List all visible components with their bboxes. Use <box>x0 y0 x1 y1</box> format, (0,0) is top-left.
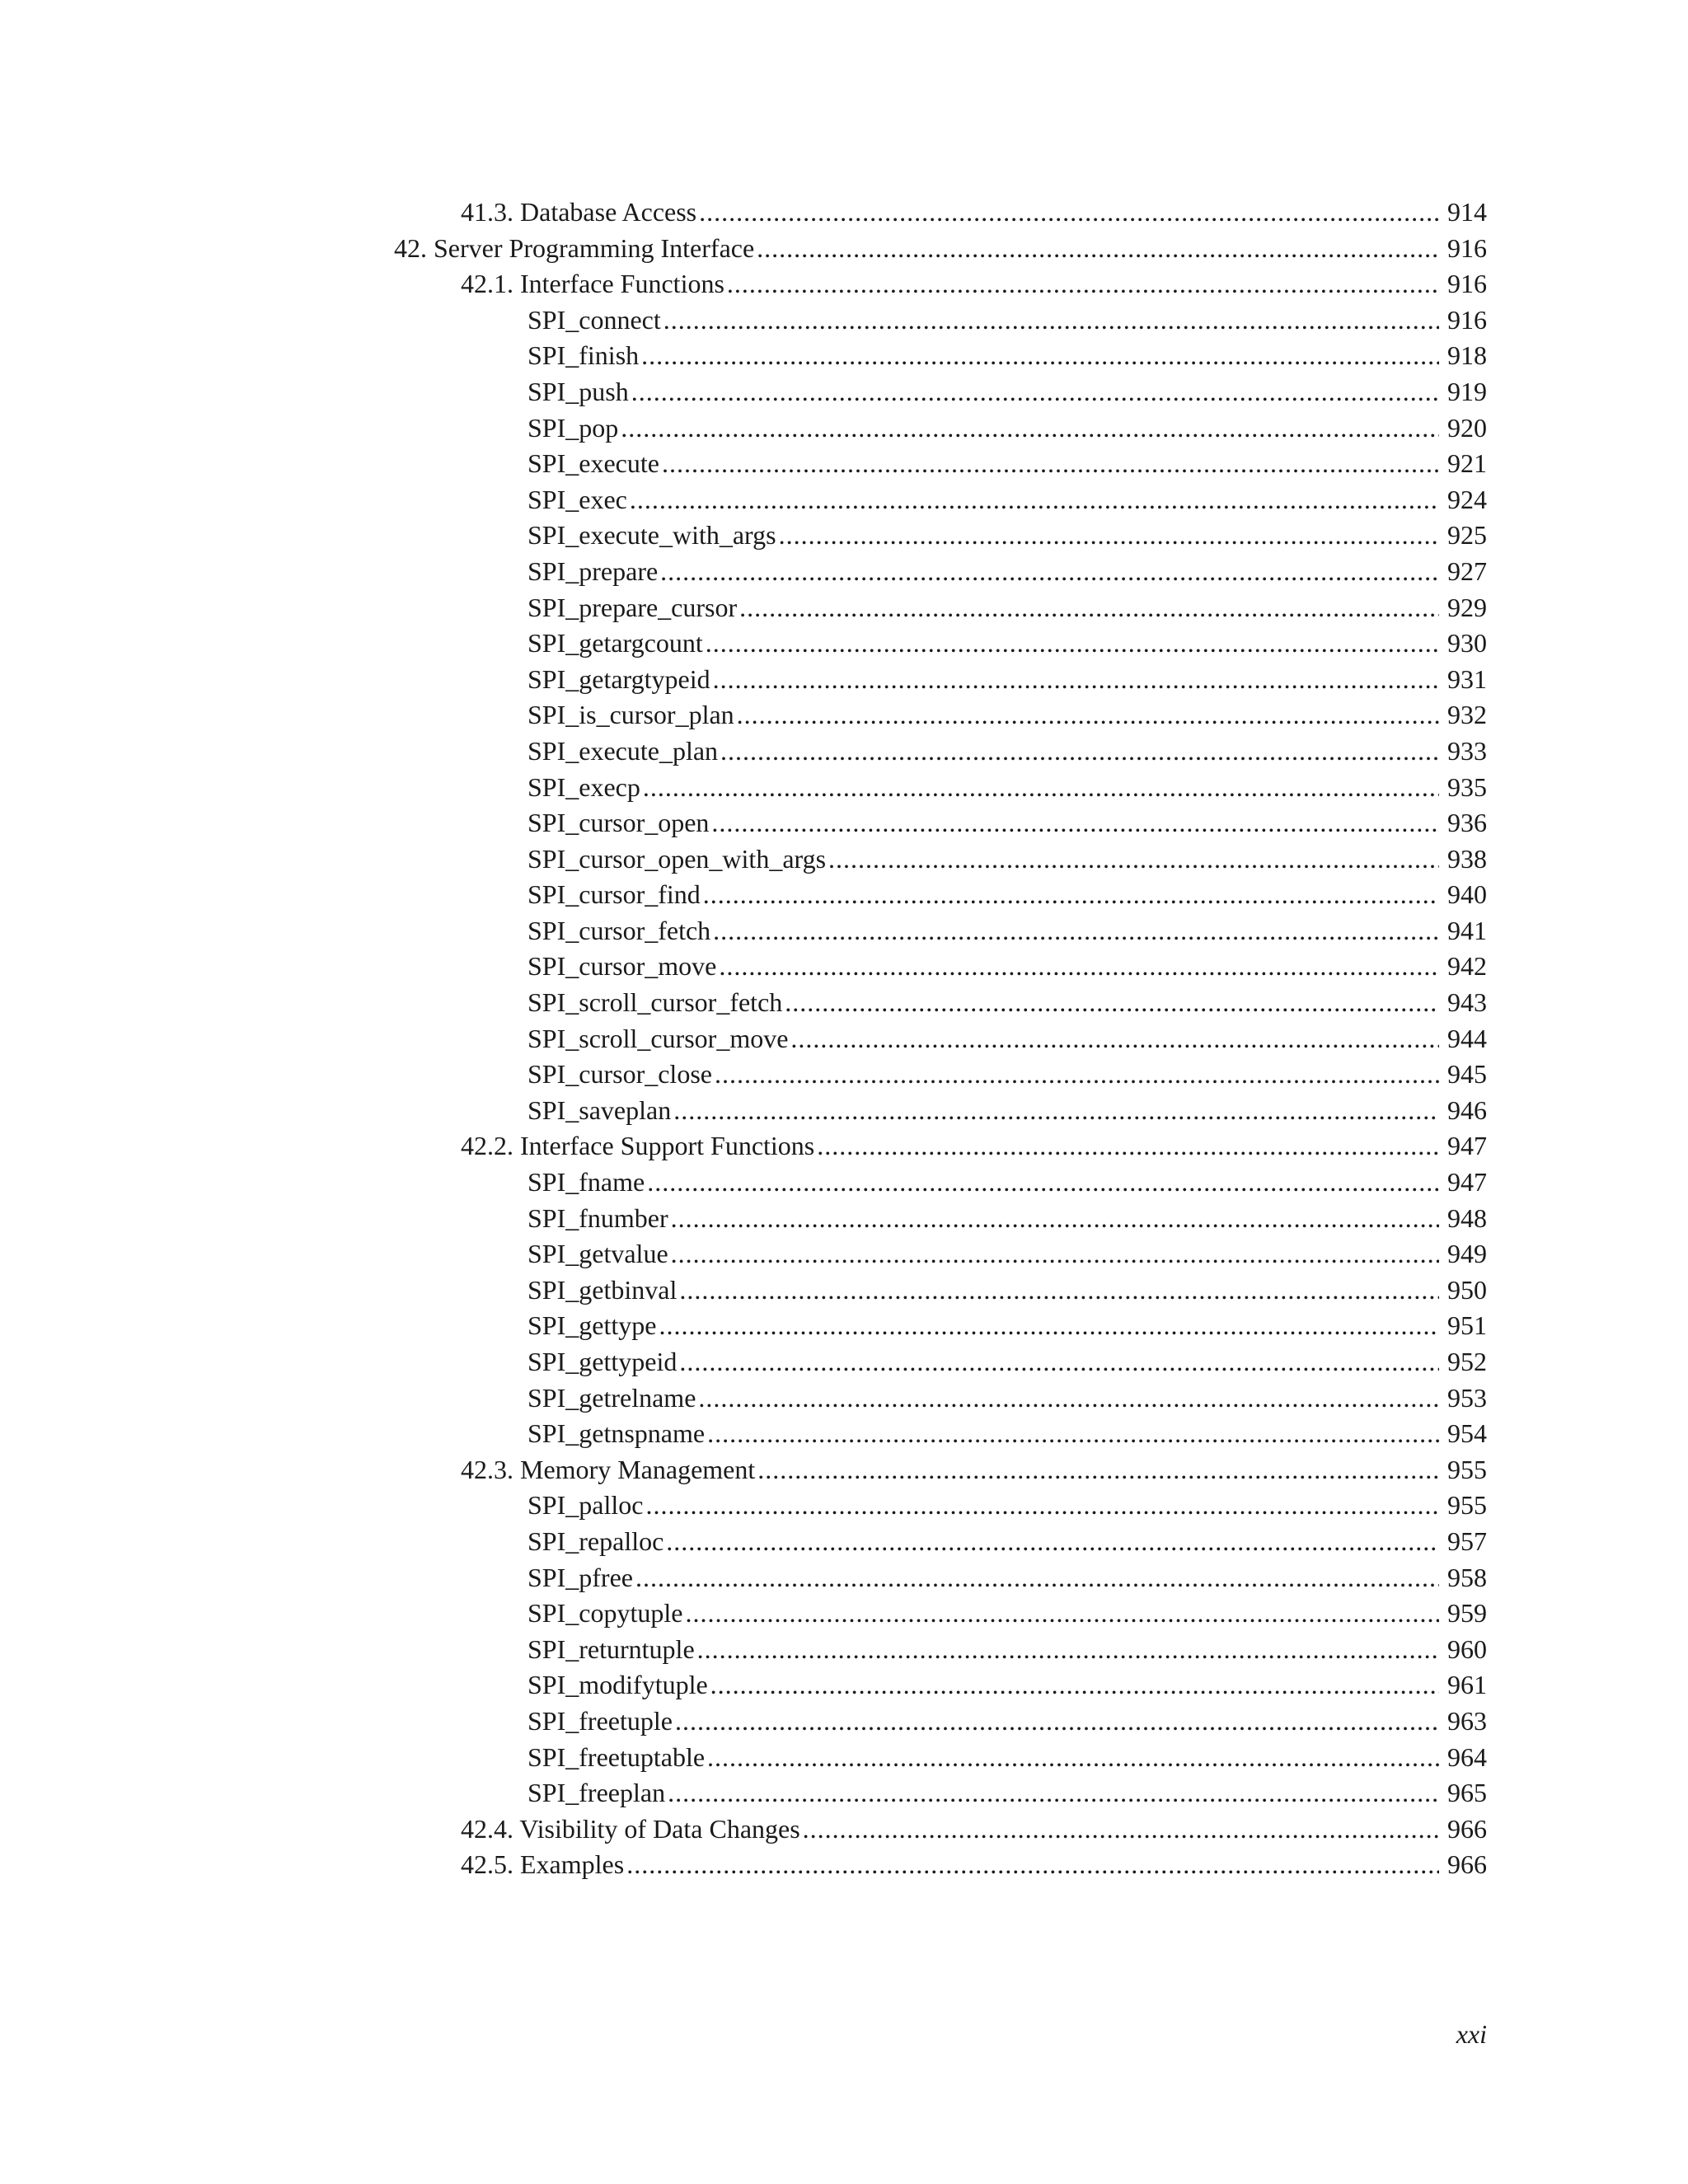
toc-entry[interactable] <box>0 985 1487 1021</box>
toc-entry-label: SPI_is_cursor_plan <box>528 700 734 730</box>
toc-dot-leader <box>675 1704 1439 1740</box>
toc-dot-leader <box>679 1344 1439 1380</box>
toc-entry-label: SPI_getvalue <box>528 1239 668 1269</box>
toc-entry-page: 963 <box>1447 1705 1487 1736</box>
toc-dot-leader <box>699 194 1439 231</box>
toc-entry-label: SPI_execp <box>528 771 640 802</box>
toc-dot-leader <box>790 1021 1439 1057</box>
toc-entry[interactable] <box>0 1201 1487 1237</box>
toc-entry[interactable] <box>0 877 1487 913</box>
toc-entry-label: SPI_cursor_find <box>528 879 701 910</box>
toc-dot-leader <box>697 1632 1439 1668</box>
toc-dot-leader <box>666 1524 1439 1560</box>
toc-entry-label: SPI_execute_with_args <box>528 520 776 551</box>
toc-entry-label: 42.1. Interface Functions <box>461 269 724 299</box>
toc-entry-page: 940 <box>1447 879 1487 910</box>
toc-dot-leader <box>706 626 1439 662</box>
toc-entry[interactable] <box>0 1704 1487 1740</box>
toc-entry[interactable] <box>0 841 1487 878</box>
toc-entry-page: 944 <box>1447 1023 1487 1053</box>
toc-entry-page: 925 <box>1447 520 1487 551</box>
toc-entry-page: 957 <box>1447 1526 1487 1556</box>
toc-entry[interactable] <box>0 913 1487 949</box>
toc-dot-leader <box>668 1775 1439 1811</box>
toc-entry-page: 960 <box>1447 1633 1487 1664</box>
toc-entry-page: 953 <box>1447 1382 1487 1413</box>
toc-entry[interactable] <box>0 662 1487 698</box>
toc-entry-label: SPI_copytuple <box>528 1598 683 1629</box>
toc-dot-leader <box>817 1128 1439 1165</box>
toc-dot-leader <box>703 877 1439 913</box>
toc-entry[interactable] <box>0 482 1487 518</box>
toc-entry-page: 950 <box>1447 1274 1487 1305</box>
toc-entry-page: 938 <box>1447 843 1487 874</box>
toc-entry-label: 42.2. Interface Support Functions <box>461 1131 815 1161</box>
toc-dot-leader <box>711 805 1439 841</box>
toc-entry[interactable] <box>0 1740 1487 1776</box>
toc-entry[interactable] <box>0 374 1487 410</box>
toc-entry-page: 965 <box>1447 1778 1487 1808</box>
toc-entry-label: SPI_gettype <box>528 1310 657 1341</box>
toc-dot-leader <box>635 1560 1439 1596</box>
toc-entry-label: SPI_modifytuple <box>528 1670 708 1700</box>
toc-entry-label: SPI_exec <box>528 484 627 514</box>
toc-entry[interactable] <box>0 1272 1487 1309</box>
toc-entry[interactable] <box>0 949 1487 985</box>
toc-entry-page: 932 <box>1447 700 1487 730</box>
toc-dot-leader <box>647 1165 1439 1201</box>
toc-dot-leader <box>737 697 1439 733</box>
toc-entry-page: 964 <box>1447 1741 1487 1772</box>
toc-entry-page: 954 <box>1447 1418 1487 1449</box>
toc-entry[interactable] <box>0 1488 1487 1524</box>
toc-entry-label: 42.5. Examples <box>461 1849 625 1880</box>
toc-entry-label: SPI_cursor_close <box>528 1059 712 1090</box>
toc-dot-leader <box>698 1380 1439 1417</box>
toc-entry[interactable] <box>0 1560 1487 1596</box>
toc-entry-label: SPI_cursor_fetch <box>528 915 711 945</box>
toc-entry-label: SPI_fnumber <box>528 1202 668 1233</box>
toc-dot-leader <box>757 1452 1439 1488</box>
toc-entry-page: 916 <box>1447 269 1487 299</box>
toc-entry[interactable] <box>0 733 1487 770</box>
toc-entry-page: 924 <box>1447 484 1487 514</box>
toc-dot-leader <box>713 662 1439 698</box>
toc-entry[interactable] <box>0 1632 1487 1668</box>
toc-dot-leader <box>621 410 1439 447</box>
toc-entry-page: 947 <box>1447 1131 1487 1161</box>
toc-entry-page: 947 <box>1447 1167 1487 1197</box>
toc-entry-page: 951 <box>1447 1310 1487 1341</box>
toc-entry-label: SPI_freetuple <box>528 1705 673 1736</box>
toc-dot-leader <box>713 913 1439 949</box>
toc-dot-leader <box>645 1488 1439 1524</box>
toc-entry[interactable] <box>0 697 1487 733</box>
toc-entry-page: 916 <box>1447 304 1487 335</box>
toc-entry-page: 943 <box>1447 987 1487 1018</box>
toc-entry-page: 936 <box>1447 808 1487 838</box>
toc-entry-page: 959 <box>1447 1598 1487 1629</box>
toc-dot-leader <box>803 1811 1439 1848</box>
toc-entry-label: SPI_finish <box>528 340 640 371</box>
toc-entry-page: 918 <box>1447 340 1487 371</box>
toc-dot-leader <box>643 770 1439 806</box>
toc-entry[interactable] <box>0 1236 1487 1272</box>
page-number: xxi <box>1456 2019 1487 2049</box>
toc-dot-leader <box>631 374 1439 410</box>
toc-entry[interactable] <box>0 1452 1487 1488</box>
toc-dot-leader <box>673 1093 1439 1129</box>
toc-entry[interactable] <box>0 1667 1487 1704</box>
toc-entry-page: 952 <box>1447 1347 1487 1376</box>
toc-entry-label: SPI_freeplan <box>528 1778 666 1808</box>
toc-entry[interactable] <box>0 446 1487 482</box>
toc-entry-page: 955 <box>1447 1454 1487 1484</box>
toc-entry-page: 929 <box>1447 592 1487 622</box>
toc-entry-label: SPI_connect <box>528 304 661 335</box>
toc-entry[interactable] <box>0 518 1487 554</box>
toc-entry-page: 941 <box>1447 915 1487 945</box>
toc-entry[interactable] <box>0 1775 1487 1811</box>
toc-dot-leader <box>659 1308 1439 1344</box>
toc-entry-page: 933 <box>1447 735 1487 766</box>
toc-dot-leader <box>715 1057 1439 1093</box>
toc-entry[interactable] <box>0 770 1487 806</box>
toc-dot-leader <box>707 1740 1439 1776</box>
toc-entry[interactable] <box>0 554 1487 590</box>
toc-entry-label: SPI_execute <box>528 448 659 479</box>
toc-entry-label: SPI_getrelname <box>528 1382 696 1413</box>
toc-dot-leader <box>779 518 1439 554</box>
toc-entry-page: 931 <box>1447 663 1487 694</box>
toc-entry-label: SPI_gettypeid <box>528 1347 678 1376</box>
toc-entry-label: SPI_scroll_cursor_fetch <box>528 987 783 1018</box>
toc-entry-page: 949 <box>1447 1239 1487 1269</box>
toc-entry[interactable] <box>0 302 1487 339</box>
toc-dot-leader <box>710 1667 1439 1704</box>
toc-dot-leader <box>785 985 1439 1021</box>
toc-dot-leader <box>662 446 1439 482</box>
toc-entry-label: SPI_fname <box>528 1167 645 1197</box>
toc-dot-leader <box>641 338 1439 374</box>
toc-entry-label: SPI_getnspname <box>528 1418 706 1449</box>
toc-entry[interactable] <box>0 338 1487 374</box>
toc-entry-page: 948 <box>1447 1202 1487 1233</box>
table-of-contents <box>0 194 1688 1883</box>
toc-entry[interactable] <box>0 1416 1487 1452</box>
toc-entry[interactable] <box>0 1021 1487 1057</box>
toc-entry-label: SPI_prepare_cursor <box>528 592 738 622</box>
toc-entry[interactable] <box>0 266 1487 302</box>
toc-entry[interactable] <box>0 590 1487 626</box>
toc-entry-page: 935 <box>1447 771 1487 802</box>
toc-dot-leader <box>660 554 1439 590</box>
toc-dot-leader <box>626 1847 1439 1883</box>
toc-entry-page: 921 <box>1447 448 1487 479</box>
toc-dot-leader <box>719 949 1439 985</box>
toc-entry[interactable] <box>0 1057 1487 1093</box>
toc-entry-label: SPI_getbinval <box>528 1274 678 1305</box>
toc-entry-page: 930 <box>1447 628 1487 658</box>
toc-entry[interactable] <box>0 805 1487 841</box>
toc-dot-leader <box>757 231 1439 267</box>
toc-entry[interactable] <box>0 1596 1487 1632</box>
toc-entry-label: SPI_push <box>528 376 629 406</box>
toc-entry-label: SPI_getargcount <box>528 628 703 658</box>
toc-entry-page: 955 <box>1447 1490 1487 1521</box>
toc-entry-label: SPI_repalloc <box>528 1526 664 1556</box>
toc-entry-page: 966 <box>1447 1813 1487 1844</box>
toc-entry-page: 942 <box>1447 951 1487 982</box>
toc-dot-leader <box>720 733 1439 770</box>
toc-entry[interactable] <box>0 1093 1487 1129</box>
toc-dot-leader <box>828 841 1439 878</box>
toc-entry-page: 927 <box>1447 555 1487 586</box>
toc-entry-page: 961 <box>1447 1670 1487 1700</box>
toc-entry-label: SPI_execute_plan <box>528 735 719 766</box>
toc-entry-label: SPI_prepare <box>528 555 659 586</box>
toc-entry-label: SPI_returntuple <box>528 1633 695 1664</box>
toc-dot-leader <box>739 590 1439 626</box>
toc-dot-leader <box>727 266 1439 302</box>
toc-entry-label: 41.3. Database Access <box>461 197 697 227</box>
toc-entry[interactable] <box>0 194 1487 231</box>
toc-entry[interactable] <box>0 1344 1487 1380</box>
toc-entry-page: 945 <box>1447 1059 1487 1090</box>
toc-dot-leader <box>671 1236 1439 1272</box>
toc-entry[interactable] <box>0 626 1487 662</box>
toc-entry[interactable] <box>0 231 1487 267</box>
toc-entry[interactable] <box>0 1128 1487 1165</box>
toc-entry-label: SPI_cursor_move <box>528 951 717 982</box>
toc-entry-label: SPI_pop <box>528 412 619 443</box>
toc-entry[interactable] <box>0 1380 1487 1417</box>
toc-entry[interactable] <box>0 1524 1487 1560</box>
toc-dot-leader <box>685 1596 1439 1632</box>
toc-entry-label: 42. Server Programming Interface <box>394 232 755 263</box>
toc-entry-page: 958 <box>1447 1562 1487 1592</box>
toc-entry-page: 919 <box>1447 376 1487 406</box>
toc-entry[interactable] <box>0 1165 1487 1201</box>
toc-entry-label: SPI_palloc <box>528 1490 644 1521</box>
toc-dot-leader <box>707 1416 1439 1452</box>
toc-entry-label: 42.3. Memory Management <box>461 1454 756 1484</box>
toc-entry-label: SPI_saveplan <box>528 1094 672 1125</box>
toc-entry[interactable] <box>0 1847 1487 1883</box>
toc-entry-page: 916 <box>1447 232 1487 263</box>
toc-entry-page: 966 <box>1447 1849 1487 1880</box>
toc-entry[interactable] <box>0 410 1487 447</box>
toc-entry-label: SPI_getargtypeid <box>528 663 710 694</box>
toc-dot-leader <box>663 302 1439 339</box>
toc-entry-page: 946 <box>1447 1094 1487 1125</box>
toc-entry[interactable] <box>0 1308 1487 1344</box>
toc-dot-leader <box>679 1272 1439 1309</box>
toc-dot-leader <box>630 482 1439 518</box>
toc-entry-label: SPI_cursor_open <box>528 808 710 838</box>
toc-entry-page: 914 <box>1447 197 1487 227</box>
toc-entry-label: SPI_cursor_open_with_args <box>528 843 827 874</box>
toc-entry-label: SPI_freetuptable <box>528 1741 706 1772</box>
toc-entry-label: 42.4. Visibility of Data Changes <box>461 1813 800 1844</box>
toc-dot-leader <box>671 1201 1439 1237</box>
toc-entry-label: SPI_scroll_cursor_move <box>528 1023 789 1053</box>
toc-entry[interactable] <box>0 1811 1487 1848</box>
toc-entry-label: SPI_pfree <box>528 1562 633 1592</box>
toc-entry-page: 920 <box>1447 412 1487 443</box>
